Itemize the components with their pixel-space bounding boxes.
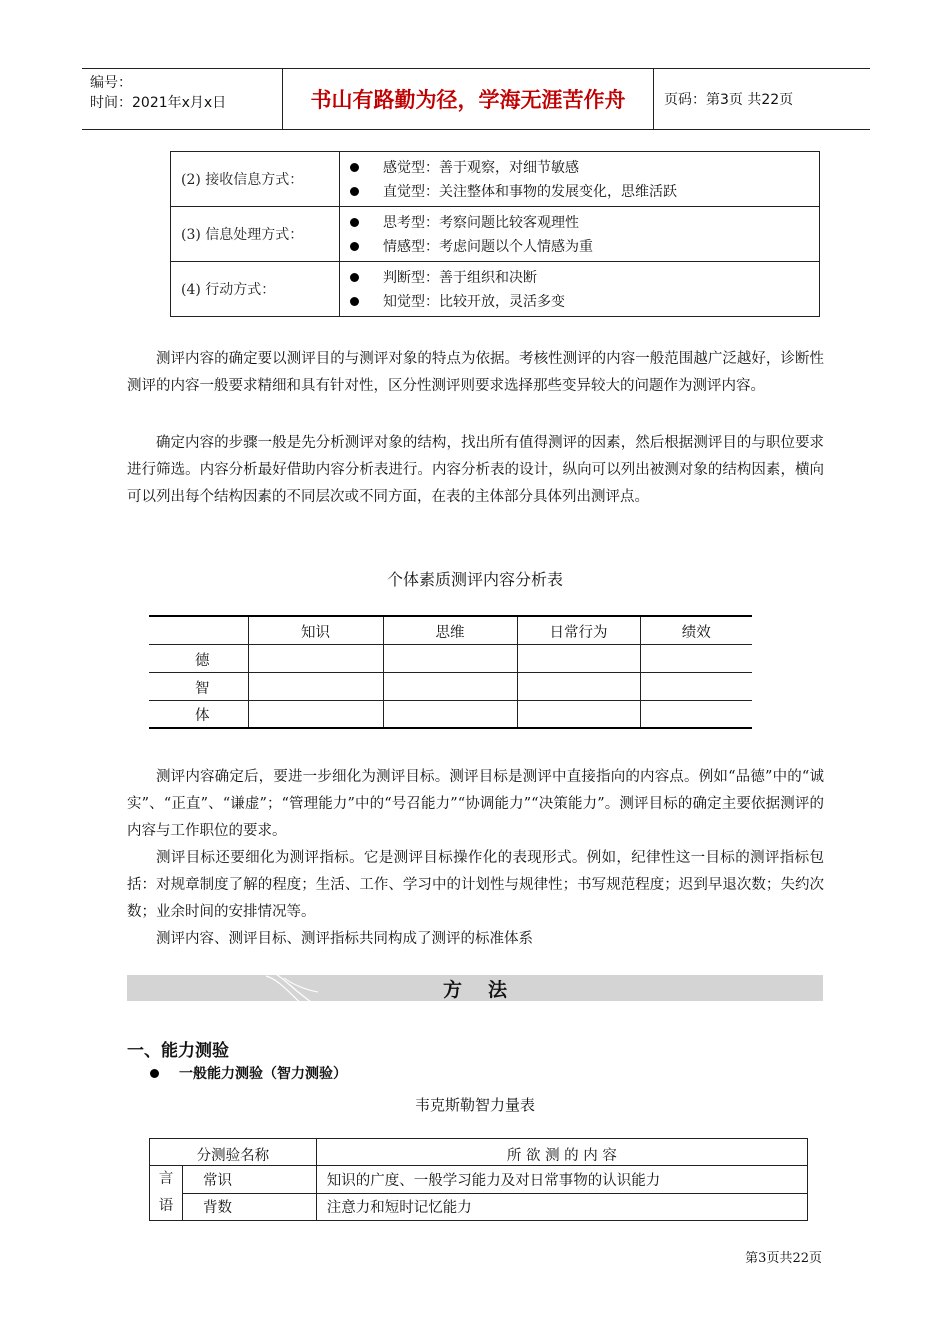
section-heading: 一、能力测验 [127, 1041, 229, 1061]
table-row [149, 644, 752, 672]
paragraph: 测评内容确定后，要进一步细化为测评目标。测评目标是测评中直接指向的内容点。例如“品德”中的“诚实”、“正直”、“谦虚”；“管理能力”中的“号召能力”“协调能力”“决策能力”。测评目标的确定主要依据测评的内容与工作职位的要求。 [127, 769, 824, 839]
time-label: 时间：2021年x月x日 [90, 95, 227, 111]
content-analysis-table [149, 615, 752, 729]
row-label: (4) 行动方式： [171, 262, 340, 317]
group-label: 言 语 [150, 1166, 183, 1221]
list-item: 判断型：善于组织和决断 [348, 265, 819, 289]
column-header: 日常行为 [517, 616, 640, 644]
list-item: 思考型：考察问题比较客观理性 [348, 210, 819, 234]
bullet-icon [350, 163, 359, 172]
table-row [171, 207, 820, 262]
column-header: 思维 [383, 616, 517, 644]
column-header: 知识 [248, 616, 383, 644]
wechsler-scale-table [149, 1138, 808, 1221]
table-caption: 个体素质测评内容分析表 [386, 570, 563, 589]
paragraph: 确定内容的步骤一般是先分析测评对象的结构，找出所有值得测评的因素，然后根据测评目的与职位要求进行筛选。内容分析最好借助内容分析表进行。内容分析表的设计，纵向可以列出被测对象的结构因素，横向可以列出每个结构因素的不同层次或不同方面，在表的主体部分具体列出测评点。 [127, 435, 824, 505]
header-page-label: 页码：第3页 共22页 [664, 92, 794, 108]
bullet-icon [350, 187, 359, 196]
subtest-name: 背数 [182, 1193, 316, 1221]
column-header: 所 欲 测 的 内 容 [316, 1139, 807, 1166]
table-header-row [149, 616, 752, 644]
list-item: 感觉型：善于观察，对细节敏感 [348, 155, 819, 179]
row-label: (3) 信息处理方式： [171, 207, 340, 262]
header-motto: 书山有路勤为径，学海无涯苦作舟 [282, 69, 654, 129]
row-header: 智 [149, 672, 248, 700]
table-row [171, 262, 820, 317]
paragraph: 测评目标还要细化为测评指标。它是测评目标操作化的表现形式。例如，纪律性这一目标的测评指标包括：对规章制度了解的程度；生活、工作、学习中的计划性与规律性；书写规范程度；迟到早退次数；失约次数；业余时间的安排情况等。 [127, 850, 824, 920]
column-header: 绩效 [640, 616, 752, 644]
list-item: 情感型：考虑问题以个人情感为重 [348, 234, 819, 258]
row-header: 体 [149, 700, 248, 728]
table-row [149, 672, 752, 700]
subtest-content: 知识的广度、一般学习能力及对日常事物的认识能力 [316, 1166, 807, 1194]
header-meta [82, 69, 282, 129]
table-row [149, 700, 752, 728]
list-item: 直觉型：关注整体和事物的发展变化，思维活跃 [348, 179, 819, 203]
table-header-row [150, 1139, 808, 1166]
table-row [171, 152, 820, 207]
bullet-icon [350, 218, 359, 227]
bullet-icon [350, 297, 359, 306]
paragraph: 测评内容的确定要以测评目的与测评对象的特点为依据。考核性测评的内容一般范围越广泛越好，诊断性测评的内容一般要求精细和具有针对性，区分性测评则要求选择那些变异较大的问题作为测评内容。 [127, 351, 824, 394]
section-title: 方法 [442, 978, 533, 1001]
table-row [150, 1166, 808, 1194]
section-band [127, 975, 823, 1001]
code-label: 编号： [90, 75, 132, 91]
table-caption: 韦克斯勒智力量表 [414, 1096, 535, 1114]
row-label: (2) 接收信息方式： [171, 152, 340, 207]
table-row [150, 1193, 808, 1221]
personality-type-table [170, 151, 820, 317]
subtest-content: 注意力和短时记忆能力 [316, 1193, 807, 1221]
watermark-swirl-icon [262, 970, 322, 1010]
subtest-name: 常识 [182, 1166, 316, 1194]
bullet-icon [350, 242, 359, 251]
paragraph: 测评内容、测评目标、测评指标共同构成了测评的标准体系 [156, 931, 533, 947]
row-header: 德 [149, 644, 248, 672]
subsection-heading: 一般能力测验（智力测验） [148, 1063, 347, 1083]
page-header [82, 68, 870, 130]
column-header: 分测验名称 [150, 1139, 317, 1166]
bullet-icon [150, 1069, 159, 1078]
page-footer: 第3页共22页 [745, 1251, 822, 1266]
bullet-icon [350, 273, 359, 282]
list-item: 知觉型：比较开放，灵活多变 [348, 289, 819, 313]
